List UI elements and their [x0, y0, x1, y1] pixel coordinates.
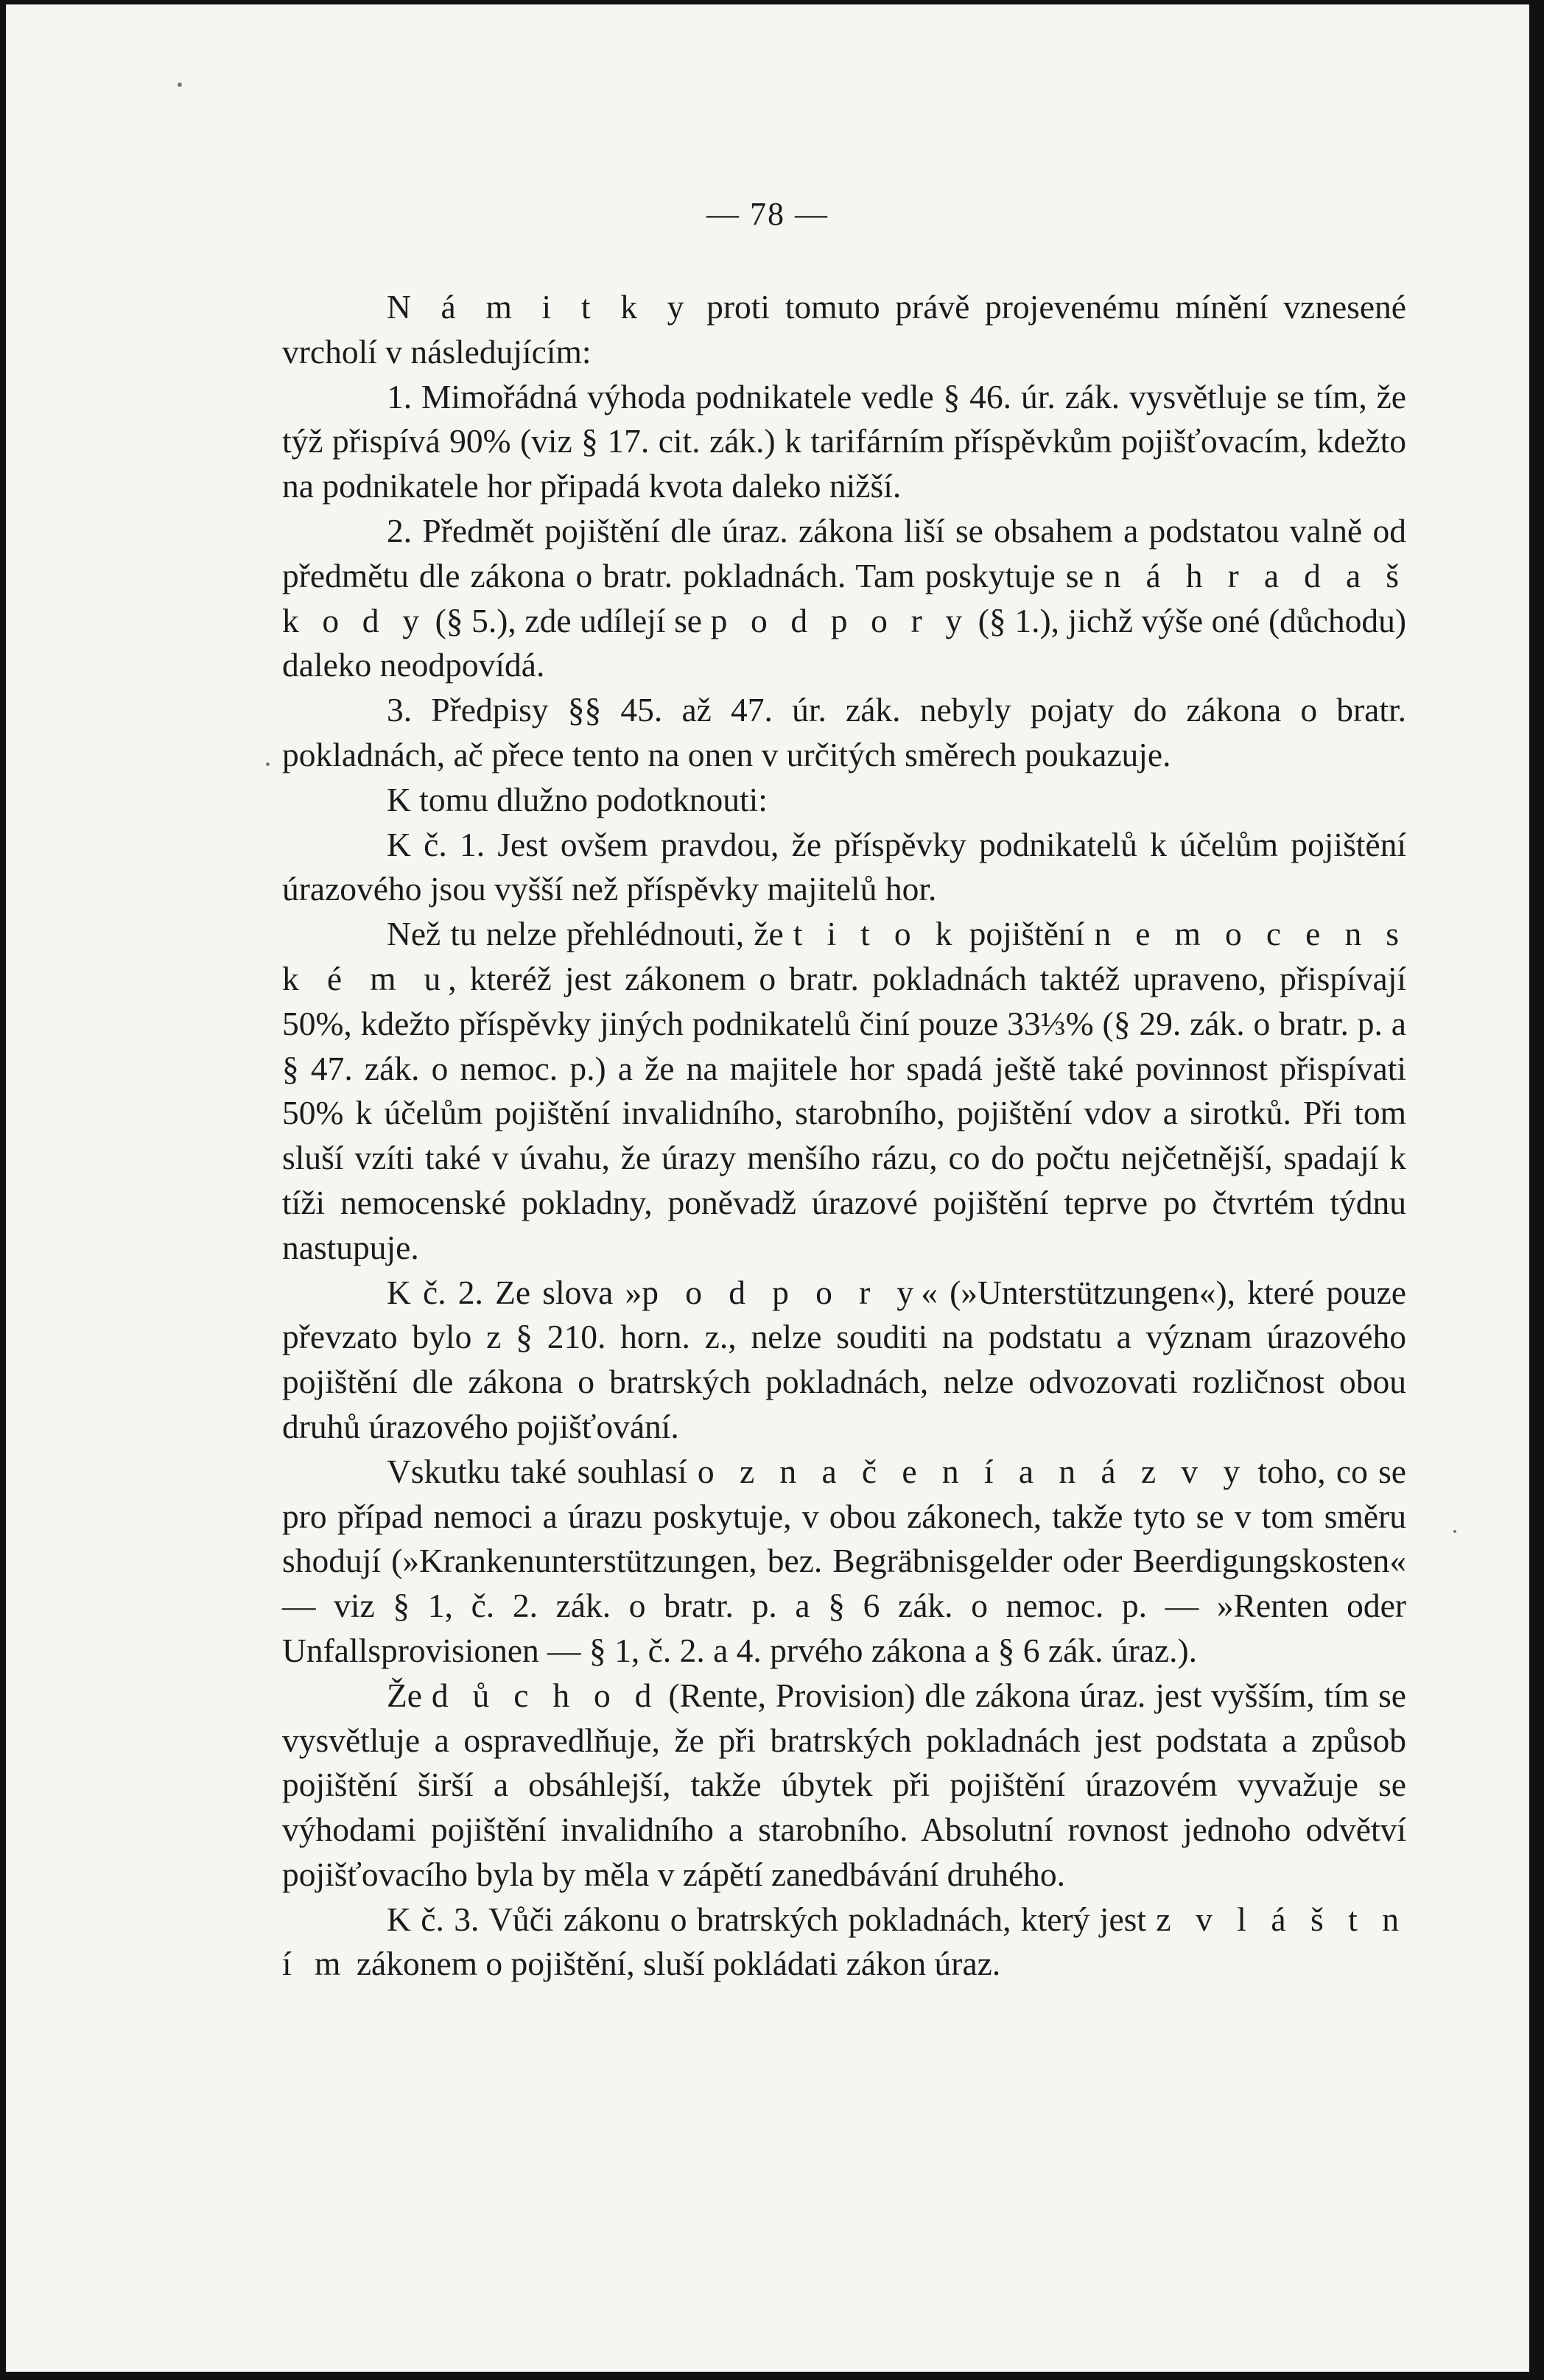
paragraph	[282, 1898, 1406, 1987]
text-run: 2. Předmět pojištění dle úraz. zákona liší se obsahem a podstatou valně od předmětu dle zákona o bratr. pokladnách. Tam poskytuje se	[282, 511, 1406, 594]
text-run: 3. Předpisy §§ 45. až 47. úr. zák. nebyly pojaty do zákona o bratr. pokladnách, ač přece tento na onen v určitých směrech poukazuje.	[282, 691, 1406, 773]
text-run: toho, co se pro případ nemoci a úrazu poskytuje, v obou zákonech, takže tyto se v tom směru shodují (»Krankenunterstützungen, bez. Begräbnisgelder oder Beerdigungskosten« — viz § 1, č. 2. zák. o bratr. p. a § 6 zák. o nemoc. p. — »Renten oder Unfallsprovisionen — § 1, č. 2. a 4. prvého zákona a § 6 zák. úraz.).	[282, 1452, 1406, 1669]
text-run: K č. 1. Jest ovšem pravdou, že příspěvky podnikatelů k účelům pojištění úrazového jsou vyšší než příspěvky majitelů hor.	[282, 825, 1406, 908]
spaced-emphasis: o z n a č e n í a n á z v y	[697, 1452, 1248, 1490]
spaced-emphasis: z v l á š t n í m	[282, 1900, 1406, 1983]
text-run: Než tu nelze přehlédnouti, že	[387, 915, 793, 953]
spaced-emphasis: n e m o c e n s k é m u	[282, 915, 1407, 997]
text-run: (§ 5.), zde udílejí se	[426, 601, 711, 639]
page-number: — 78 —	[706, 196, 829, 232]
text-run: K č. 3. Vůči zákonu o bratrských pokladnách, který jest	[387, 1900, 1157, 1938]
paragraph	[282, 1674, 1406, 1898]
body-text	[282, 285, 1406, 1987]
text-run: proti tomuto právě projevenému mínění vznesené vrcholí v následujícím:	[282, 288, 1407, 371]
paragraph	[282, 823, 1406, 913]
print-speck	[266, 762, 270, 766]
text-run: pojištění	[959, 915, 1095, 953]
text-run: (§ 1.), jichž výše oné (důchodu) daleko neodpovídá.	[282, 601, 1406, 684]
spaced-emphasis: d ů c h o d	[431, 1676, 659, 1714]
book-page	[6, 4, 1529, 2372]
text-run: zákonem o pojištění, sluší pokládati zákon úraz.	[348, 1945, 1001, 1983]
text-run: (Rente, Provision) dle zákona úraz. jest vyšším, tím se vysvětluje a ospravedlňuje, že při bratrských pokladnách jest podstata a způsob pojištění širší a obsáhlejší, takže úbytek při pojištění úrazovém vyvažuje se výhodami pojištění invalidního a starobního. Absolutní rovnost jednoho odvětví pojišťovacího byla by měla v zápětí zanedbávání druhého.	[282, 1676, 1406, 1893]
spaced-emphasis: N á m i t k y	[387, 288, 692, 326]
text-run: Vskutku také souhlasí	[387, 1452, 698, 1490]
paragraph	[282, 1271, 1406, 1450]
spaced-emphasis: t i t o k	[793, 915, 960, 953]
print-speck	[178, 83, 182, 87]
text-run: K tomu dlužno podotknouti:	[387, 780, 768, 818]
text-run: Že	[387, 1676, 432, 1714]
spaced-emphasis: n á h r a d a š k o d y	[282, 556, 1407, 639]
paragraph	[282, 1450, 1406, 1674]
paragraph	[282, 912, 1406, 1270]
text-run: « (»Unterstützungen«), které pouze převzato bylo z § 210. horn. z., nelze souditi na podstatu a význam úrazového pojištění dle zákona o bratrských pokladnách, nelze odvozovati rozličnost obou druhů úrazového pojišťování.	[282, 1273, 1406, 1445]
paragraph	[282, 509, 1406, 688]
paragraph	[282, 285, 1406, 375]
paragraph	[282, 688, 1406, 778]
paragraph	[282, 375, 1406, 509]
text-run: 1. Mimořádná výhoda podnikatele vedle § 46. úr. zák. vysvětluje se tím, že týž přispívá 90% (viz § 17. cit. zák.) k tarifárním příspěvkům pojišťovacím, kdežto na podnikatele hor připadá kvota daleko nižší.	[282, 377, 1406, 505]
text-run: , kteréž jest zákonem o bratr. pokladnách taktéž upraveno, přispívají 50%, kdežto příspěvky jiných podnikatelů činí pouze 33⅓% (§ 29. zák. o bratr. p. a § 47. zák. o nemoc. p.) a že na majitele hor spadá ještě také povinnost přispívati 50% k účelům pojištění invalidního, starobního, pojištění vdov a sirotků. Při tom sluší vzíti také v úvahu, že úrazy menšího rázu, co do počtu nejčetnější, spadají k tíži nemocenské pokladny, poněvadž úrazové pojištění teprve po čtvrtém týdnu nastupuje.	[282, 959, 1406, 1266]
spaced-emphasis: p o d p o r y	[710, 601, 970, 639]
spaced-emphasis: p o d p o r y	[642, 1273, 922, 1311]
print-speck	[1453, 1530, 1456, 1533]
text-run: K č. 2. Ze slova »	[387, 1273, 642, 1311]
paragraph	[282, 778, 1406, 823]
